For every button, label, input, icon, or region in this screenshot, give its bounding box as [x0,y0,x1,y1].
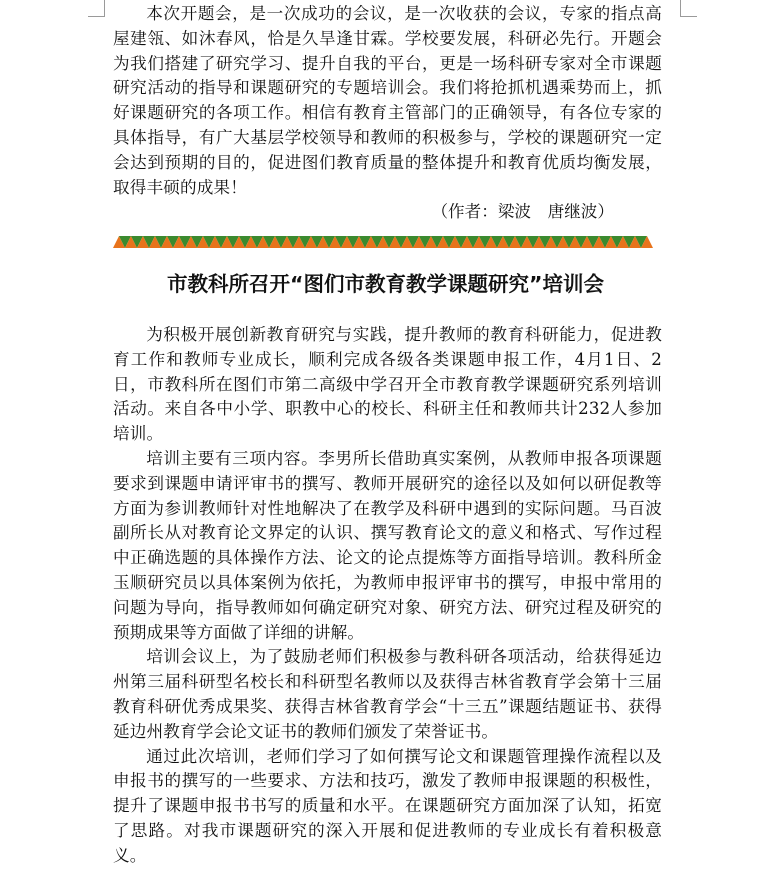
crop-mark-left [88,0,105,17]
article-paragraph-2: 培训主要有三项内容。李男所长借助真实案例，从教师申报各项课题要求到课题申请评审书的撰写、教师开展研究的途径以及如何以研促教等方面为参训教师针对性地解决了在教学及科研中遇到的实际问题。马百波副所长从对教育论文界定的认识、撰写教育论文的意义和格式、写作过程中正确选题的具体操作方法、论文的论点提炼等方面指导培训。教科所金玉顺研究员以具体案例为依托，为教师申报评审书的撰写，申报中常用的问题为导向，指导教师如何确定研究对象、研究方法、研究过程及研究的预期成果等方面做了详细的讲解。 [113,448,662,642]
crop-mark-right [680,0,697,17]
article-top-author: （作者：梁波 唐继波） [431,202,614,222]
article-paragraph-3: 培训会议上，为了鼓励老师们积极参与教科研各项活动，给获得延边州第三届科研型名校长和科研型名教师以及获得吉林省教育学会第十三届教育科研优秀成果奖、获得吉林省教育学会“十三五”课题结题证书、获得延边州教育学会论文证书的教师们颁发了荣誉证书。 [113,647,662,741]
article-paragraph-1: 为积极开展创新教育研究与实践，提升教师的教育科研能力，促进教育工作和教师专业成长，顺利完成各级各类课题申报工作，4月1日、2日，市教科所在图们市第二高级中学召开全市教育教学课题研究系列培训活动。来自各中小学、职教中心的校长、科研主任和教师共计232人参加培训。 [113,325,662,444]
article-main-body [113,323,662,869]
article-top-paragraph: 本次开题会，是一次成功的会议，是一次收获的会议，专家的指点高屋建瓴、如沐春风，恰是久旱逢甘霖。学校要发展，科研必先行。开题会为我们搭建了研究学习、提升自我的平台，更是一场科研专家对全市课题研究活动的指导和课题研究的专题培训会。我们将抢抓机遇乘势而上，抓好课题研究的各项工作。相信有教育主管部门的正确领导，有各位专家的具体指导，有广大基层学校领导和教师的积极参与，学校的课题研究一定会达到预期的目的，促进图们教育质量的整体提升和教育优质均衡发展，取得丰硕的成果！ [113,4,662,197]
article-paragraph-4: 通过此次培训，老师们学习了如何撰写论文和课题管理操作流程以及申报书的撰写的一些要求、方法和技巧，激发了教师申报课题的积极性，提升了课题申报书书写的质量和水平。在课题研究方面加深了认知，拓宽了思路。对我市课题研究的深入开展和促进教师的专业成长有着积极意义。 [113,746,662,865]
article-top [113,2,662,225]
zigzag-divider [113,236,658,248]
article-title: 市教科所召开“图们市教育教学课题研究”培训会 [167,272,604,296]
